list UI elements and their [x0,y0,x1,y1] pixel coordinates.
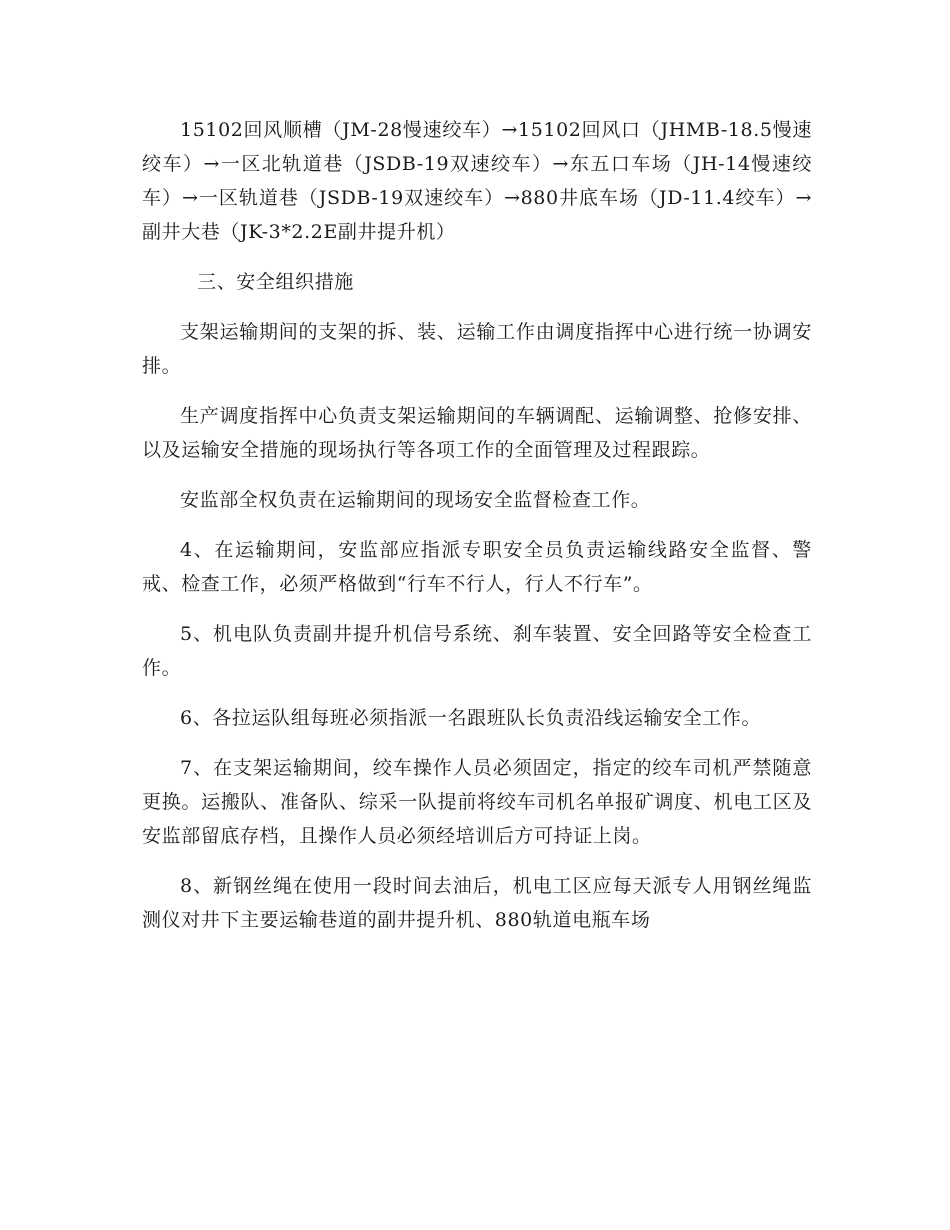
paragraph-dispatch-coordination: 支架运输期间的支架的拆、装、运输工作由调度指挥中心进行统一协调安排。 [142,321,812,377]
paragraph-transport-route: 15102回风顺槽（JM-28慢速绞车）→15102回风口（JHMB-18.5慢速绞车）→一区北轨道巷（JSDB-19双速绞车）→东五口车场（JH-14慢速绞车）→一区轨道巷（JSDB-19双速绞车）→880井底车场（JD-11.4绞车）→副井大巷（JK-3*2.2E副井提升机） [142,119,812,243]
paragraph-item-6: 6、各拉运队组每班必须指派一名跟班队长负责沿线运输安全工作。 [180,707,762,729]
paragraph-item-4: 4、在运输期间，安监部应指派专职安全员负责运输线路安全监督、警戒、检查工作，必须严格做到“行车不行人，行人不行车”。 [142,539,812,595]
paragraph-item-8: 8、新钢丝绳在使用一段时间去油后，机电工区应每天派专人用钢丝绳监测仪对井下主要运输巷道的副井提升机、880轨道电瓶车场 [142,875,812,931]
paragraph-safety-supervision: 安监部全权负责在运输期间的现场安全监督检查工作。 [180,489,651,511]
section-heading-safety-organization: 三、安全组织措施 [197,271,354,293]
document-body [142,113,812,953]
paragraph-item-5: 5、机电队负责副井提升机信号系统、刹车装置、安全回路等安全检查工作。 [142,623,812,679]
paragraph-item-7: 7、在支架运输期间，绞车操作人员必须固定，指定的绞车司机严禁随意更换。运搬队、准备队、综采一队提前将绞车司机名单报矿调度、机电工区及安监部留底存档，且操作人员必须经培训后方可持证上岗。 [142,757,812,847]
paragraph-dispatch-center-duties: 生产调度指挥中心负责支架运输期间的车辆调配、运输调整、抢修安排、以及运输安全措施的现场执行等各项工作的全面管理及过程跟踪。 [142,405,812,461]
